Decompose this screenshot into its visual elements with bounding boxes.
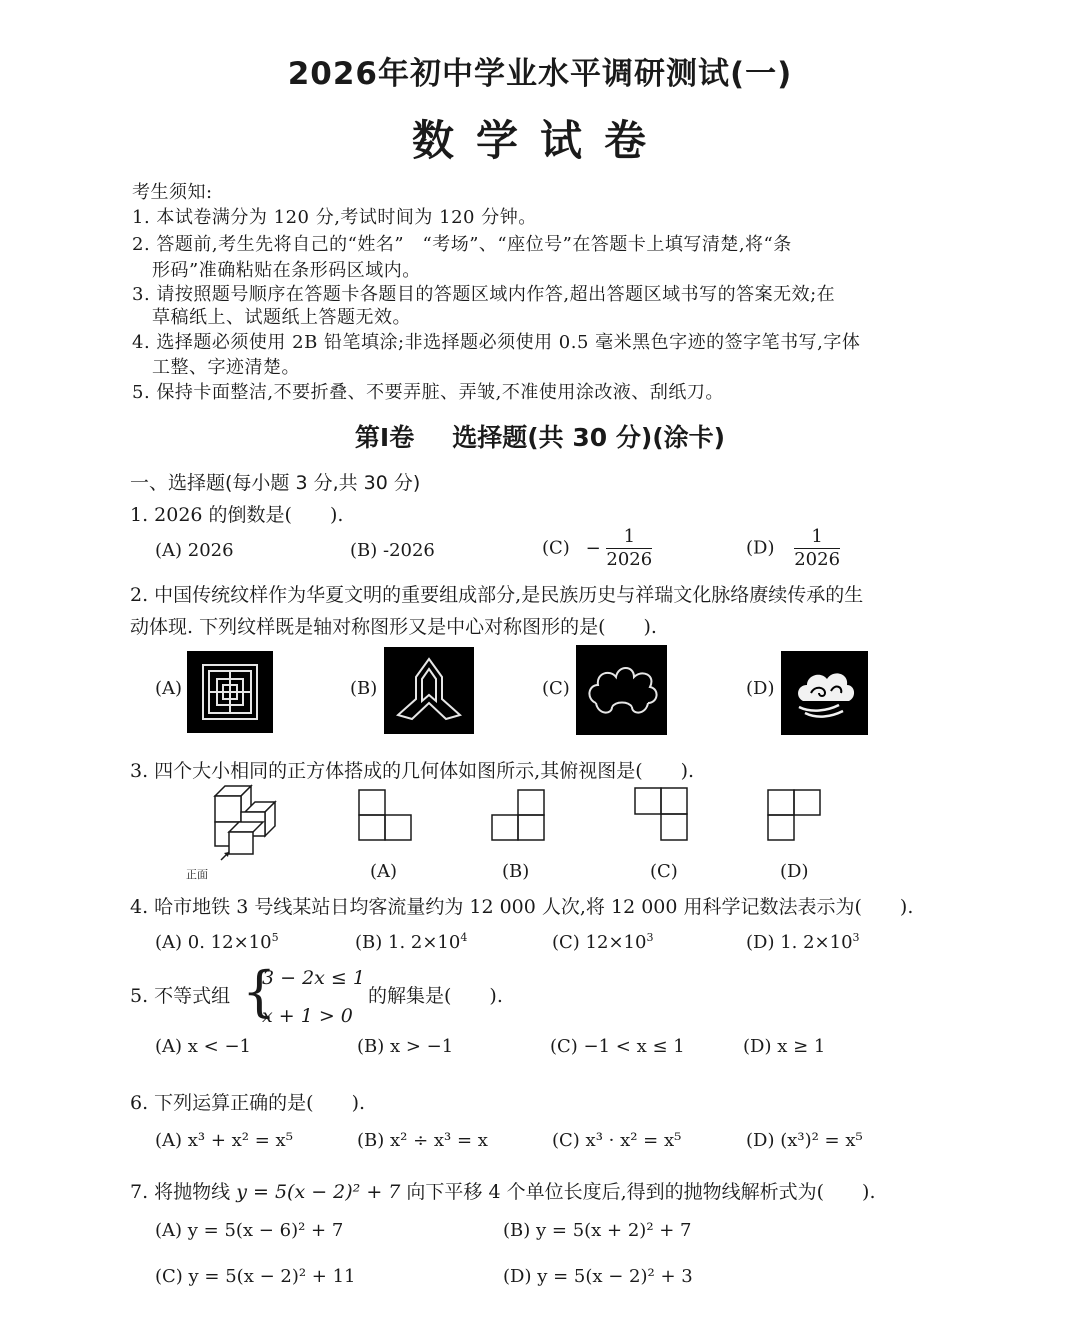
q4-option-b: (B) 1. $2\times 10^4$ [355, 931, 468, 953]
notice-line: 4. 选择题必须使用 2B 铅笔填涂;非选择题必须使用 0.5 毫米黑色字迹的签字笔书写,字体 [132, 332, 861, 353]
q7-option-b: (B) y = 5(x + 2)² + 7 [503, 1220, 692, 1241]
q1-c-fraction: $\frac{1}{2026}$ [606, 526, 653, 570]
q6-option-a: (A) x³ + x² = x⁵ [155, 1130, 293, 1151]
q5-option-d: (D) x ≥ 1 [743, 1036, 826, 1057]
pattern-a-image [187, 651, 273, 733]
grid-view-c-icon [633, 786, 689, 842]
notice-line: 形码”准确粘贴在条形码区域内。 [152, 260, 421, 281]
q3-stem: 3. 四个大小相同的正方体搭成的几何体如图所示,其俯视图是( ). [130, 760, 695, 782]
q7-stem: 7. 将抛物线 y = 5(x − 2)² + 7 向下平移 4 个单位长度后,得到的抛物线解析式为( ). [130, 1181, 876, 1203]
subject-title: 数学试卷 [411, 116, 668, 165]
front-view-label: 正面 [186, 868, 208, 881]
top-view-b [490, 788, 546, 846]
q1-option-a: (A) 2026 [155, 540, 234, 561]
q2-label-c: (C) [542, 678, 570, 699]
q5-tail: 的解集是( ). [368, 985, 503, 1007]
notice-line: 工整、字迹清楚。 [152, 357, 300, 378]
q1-d-fraction: $\frac{1}{2026}$ [794, 526, 841, 570]
q5-inequality-1: 3 − 2x ≤ 1 [262, 967, 365, 989]
q6-option-b: (B) x² ÷ x³ = x [357, 1130, 488, 1151]
q4-option-c: (C) $12\times 10^3$ [552, 931, 654, 953]
q6-stem: 6. 下列运算正确的是( ). [130, 1092, 366, 1114]
q3-label-b: (B) [502, 861, 530, 882]
q1-option-d: (D) $\frac{1}{2026}$ [746, 526, 841, 570]
q4-option-a: (A) 0. $12\times 10^5$ [155, 931, 279, 953]
q3-label-c: (C) [650, 861, 678, 882]
q6-option-d: (D) (x³)² = x⁵ [746, 1130, 863, 1151]
cube-solid-figure [185, 780, 285, 880]
q2-label-a: (A) [155, 678, 183, 699]
notice-line: 5. 保持卡面整洁,不要折叠、不要弄脏、弄皱,不准使用涂改液、刮纸刀。 [132, 382, 724, 403]
top-view-d [766, 788, 822, 846]
notice-line: 草稿纸上、试题纸上答题无效。 [152, 307, 411, 328]
section-subtitle: 一、选择题(每小题 3 分,共 30 分) [130, 472, 421, 494]
notice-line: 1. 本试卷满分为 120 分,考试时间为 120 分钟。 [132, 207, 537, 228]
q2-stem-line2: 动体现. 下列纹样既是轴对称图形又是中心对称图形的是( ). [130, 616, 657, 638]
q5-brace: { [242, 960, 277, 1023]
top-view-a [357, 788, 413, 846]
q5-lead: 5. 不等式组 [130, 985, 231, 1007]
cloud-flower-icon [576, 645, 667, 735]
notice-line: 2. 答题前,考生先将自己的“姓名” “考场”、“座位号”在答题卡上填写清楚,将“条 [132, 234, 792, 255]
auspicious-cloud-icon [781, 651, 868, 735]
q2-label-b: (B) [350, 678, 378, 699]
q1-stem: 1. 2026 的倒数是( ). [130, 504, 344, 526]
q5-inequality-2: x + 1 > 0 [262, 1005, 353, 1027]
pattern-b-image [384, 647, 474, 734]
q7-option-d: (D) y = 5(x − 2)² + 3 [503, 1266, 693, 1287]
q3-label-d: (D) [780, 861, 809, 882]
window-lattice-icon [187, 651, 273, 733]
grid-view-b-icon [490, 788, 546, 842]
pattern-d-image [781, 651, 868, 735]
stacked-cubes-icon [185, 780, 285, 880]
q5-option-b: (B) x > −1 [357, 1036, 454, 1057]
notice-heading: 考生须知: [132, 182, 213, 203]
notice-line: 3. 请按照题号顺序在答题卡各题目的答题区域内作答,超出答题区域书写的答案无效;在 [132, 284, 836, 305]
top-view-c [633, 786, 689, 846]
q6-option-c: (C) x³ · x² = x⁵ [552, 1130, 682, 1151]
q7-option-c: (C) y = 5(x − 2)² + 11 [155, 1266, 356, 1287]
q2-stem-line1: 2. 中国传统纹样作为华夏文明的重要组成部分,是民族历史与祥瑞文化脉络赓续传承的生 [130, 584, 864, 606]
q2-label-d: (D) [746, 678, 775, 699]
section-heading [0, 418, 1080, 454]
q1-option-b: (B) -2026 [350, 540, 435, 561]
grid-view-d-icon [766, 788, 822, 842]
q3-label-a: (A) [370, 861, 398, 882]
pattern-c-image [576, 645, 667, 735]
q1-option-c: (C) − $\frac{1}{2026}$ [542, 526, 653, 570]
q7-option-a: (A) y = 5(x − 6)² + 7 [155, 1220, 344, 1241]
exam-title: 2026年初中学业水平调研测试(一) [287, 56, 793, 92]
section-title: 选择题(共 30 分)(涂卡) [452, 423, 726, 452]
q5-option-a: (A) x < −1 [155, 1036, 251, 1057]
q5-option-c: (C) −1 < x ≤ 1 [550, 1036, 685, 1057]
section-part: 第Ⅰ卷 [354, 423, 415, 452]
q4-option-d: (D) 1. $2\times 10^3$ [746, 931, 860, 953]
grid-view-a-icon [357, 788, 413, 842]
tri-fold-icon [384, 647, 474, 734]
q4-stem: 4. 哈市地铁 3 号线某站日均客流量约为 12 000 人次,将 12 000 用科学记数法表示为( ). [130, 896, 914, 918]
